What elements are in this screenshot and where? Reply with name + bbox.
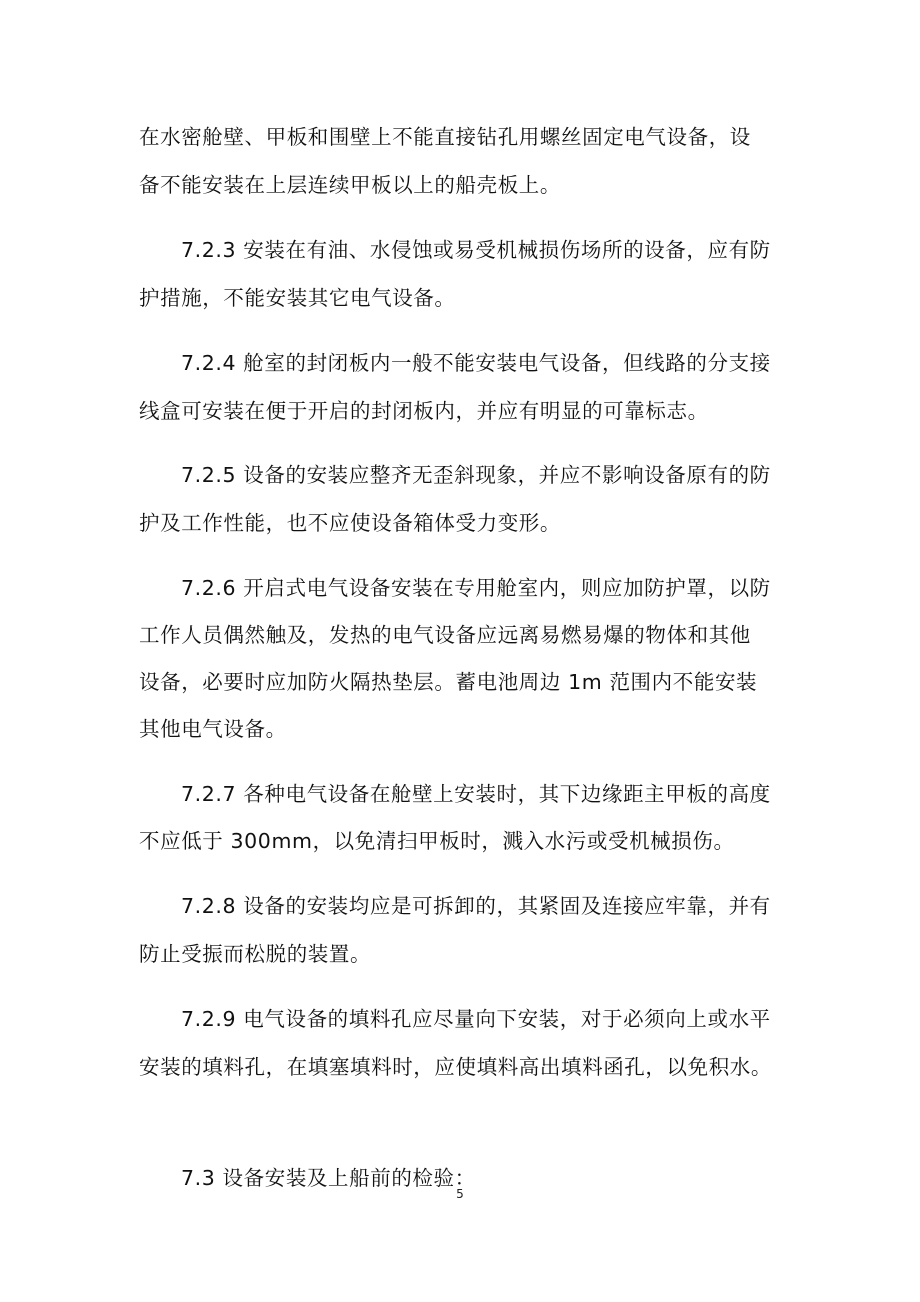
paragraph-line: 备不能安装在上层连续甲板以上的船壳板上。 <box>139 173 561 197</box>
clause-7-2-6-line-4: 其他电气设备。 <box>139 717 287 741</box>
clause-7-2-8-line-1: 7.2.8 设备的安装均应是可拆卸的，其紧固及连接应牢靠，并有 <box>181 894 771 918</box>
clause-7-2-8-line-2: 防止受振而松脱的装置。 <box>139 942 372 966</box>
paragraph-line: 在水密舱壁、甲板和围壁上不能直接钻孔用螺丝固定电气设备，设 <box>139 125 751 149</box>
clause-7-2-9-line-1: 7.2.9 电气设备的填料孔应尽量向下安装，对于必须向上或水平 <box>181 1007 771 1031</box>
clause-7-2-7-line-1: 7.2.7 各种电气设备在舱壁上安装时，其下边缘距主甲板的高度 <box>181 782 771 806</box>
clause-7-2-7-line-2: 不应低于 300mm，以免清扫甲板时，溅入水污或受机械损伤。 <box>139 829 735 853</box>
clause-7-2-6-line-1: 7.2.6 开启式电气设备安装在专用舱室内，则应加防护罩，以防 <box>181 576 771 600</box>
clause-7-2-4-line-2: 线盒可安装在便于开启的封闭板内，并应有明显的可靠标志。 <box>139 399 709 423</box>
clause-7-2-6-line-2: 工作人员偶然触及，发热的电气设备应远离易燃易爆的物体和其他 <box>139 623 751 647</box>
clause-7-2-5-line-1: 7.2.5 设备的安装应整齐无歪斜现象，并应不影响设备原有的防 <box>181 463 771 487</box>
clause-7-2-5-line-2: 护及工作性能，也不应使设备箱体受力变形。 <box>139 511 561 535</box>
page-number: 5 <box>456 1187 464 1201</box>
clause-7-2-4-line-1: 7.2.4 舱室的封闭板内一般不能安装电气设备，但线路的分支接 <box>181 351 771 375</box>
clause-7-2-9-line-2: 安装的填料孔，在填塞填料时，应使填料高出填料函孔，以免积水。 <box>139 1055 772 1079</box>
clause-7-2-6-line-3: 设备，必要时应加防火隔热垫层。蓄电池周边 1m 范围内不能安装 <box>139 670 758 694</box>
clause-7-2-3-line-1: 7.2.3 安装在有油、水侵蚀或易受机械损伤场所的设备，应有防 <box>181 238 771 262</box>
section-7-3-heading: 7.3 设备安装及上船前的检验： <box>181 1166 476 1190</box>
clause-7-2-3-line-2: 护措施，不能安装其它电气设备。 <box>139 286 456 310</box>
